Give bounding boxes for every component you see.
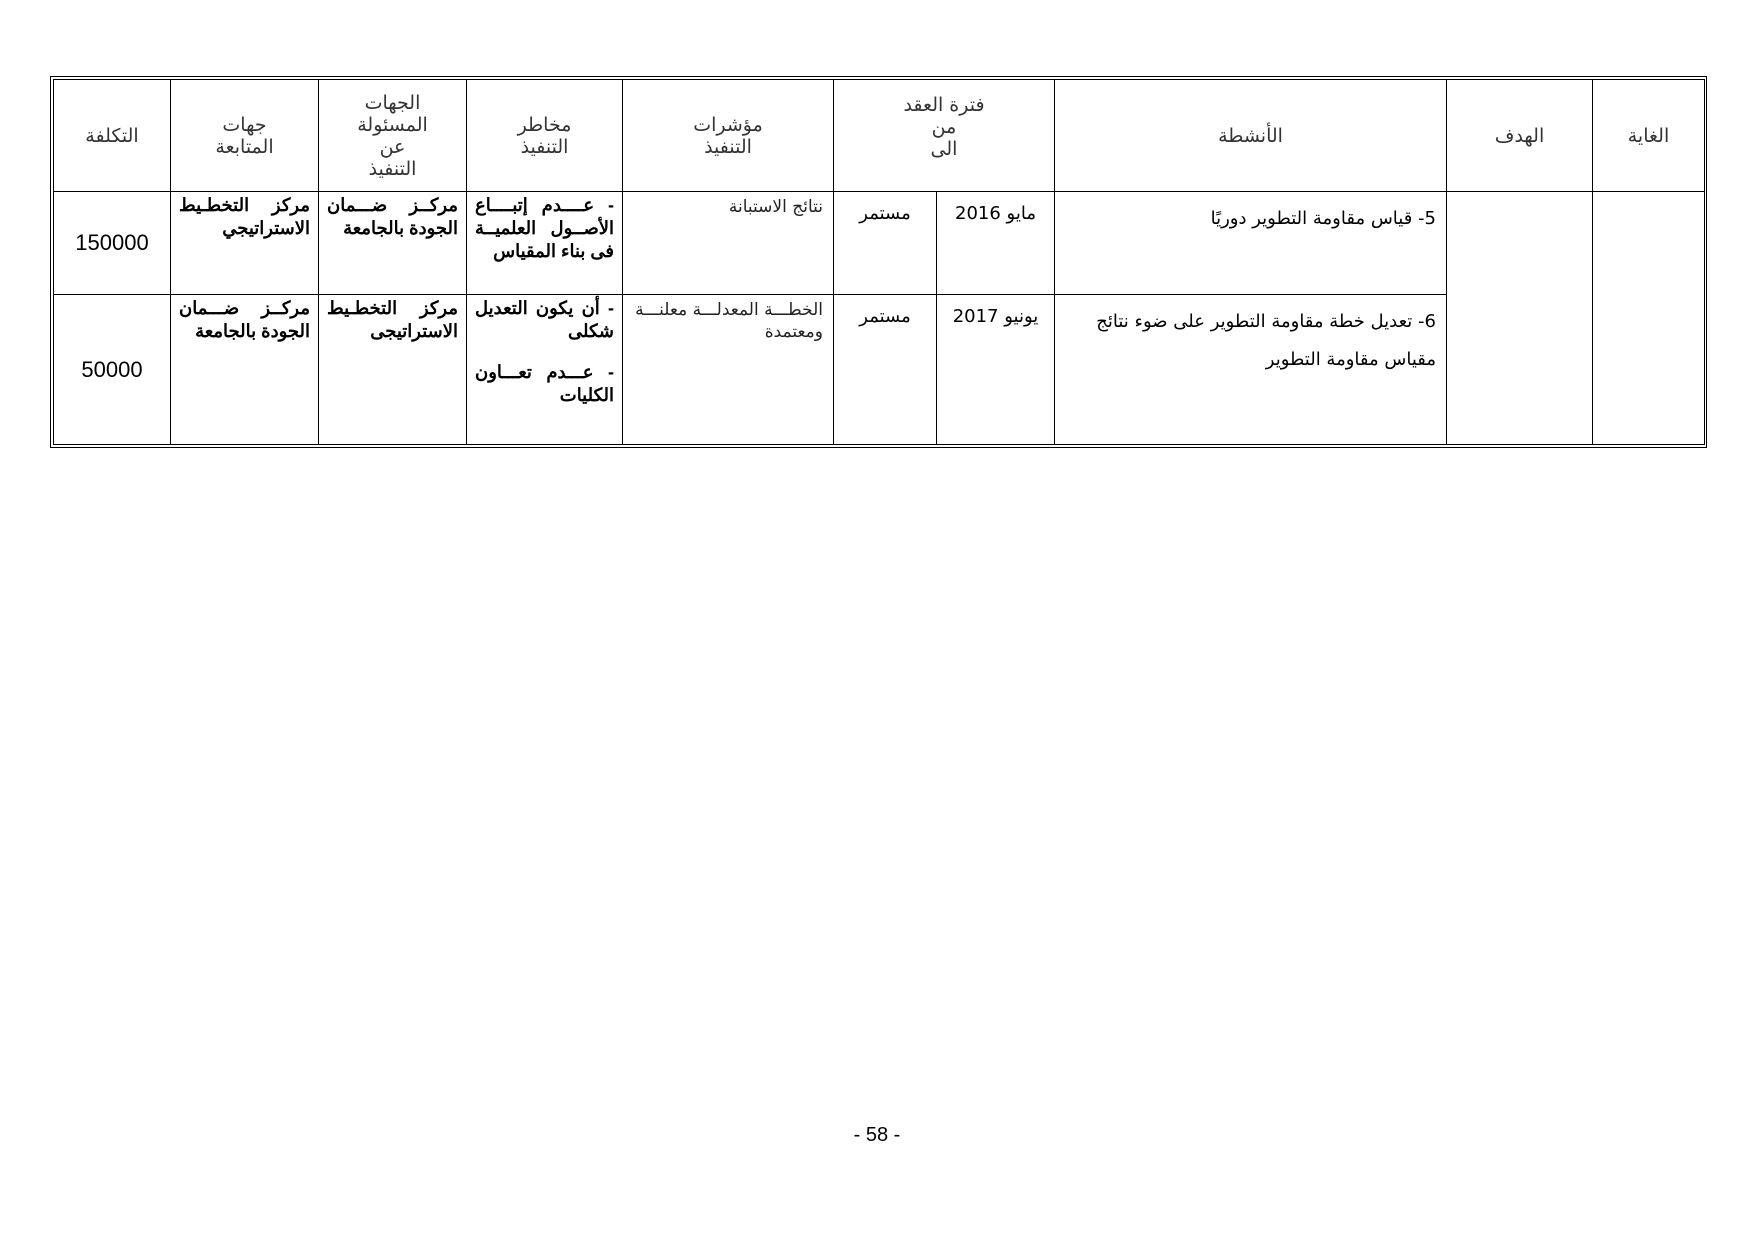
plan-table-wrapper bbox=[50, 76, 1707, 448]
risk-item: - عـــدم تعـــاون الكليات bbox=[475, 362, 614, 405]
header-objective: الهدف bbox=[1447, 80, 1593, 192]
header-goal: الغاية bbox=[1593, 80, 1705, 192]
header-activities: الأنشطة bbox=[1055, 80, 1447, 192]
indicator-cell: الخطـــة المعدلـــة معلنـــة ومعتمدة bbox=[623, 295, 834, 445]
monitoring-cell: مركز التخطـيط الاستراتيجي bbox=[171, 192, 319, 295]
indicator-cell: نتائج الاستبانة bbox=[623, 192, 834, 295]
header-period bbox=[834, 80, 1055, 192]
header-cost: التكلفة bbox=[54, 80, 171, 192]
activity-cell: 5- قياس مقاومة التطوير دوريًا bbox=[1055, 192, 1447, 295]
header-period-title: فترة العقد bbox=[903, 94, 985, 116]
to-date-cell: مستمر bbox=[834, 295, 937, 445]
objective-cell bbox=[1447, 192, 1593, 445]
from-date-cell: مايو 2016 bbox=[937, 192, 1055, 295]
header-period-to: الى bbox=[930, 138, 958, 160]
cost-cell: 150000 bbox=[54, 192, 171, 295]
header-period-from: من bbox=[931, 116, 957, 138]
cost-cell: 50000 bbox=[54, 295, 171, 445]
risk-cell bbox=[467, 295, 623, 445]
responsible-cell: مركز التخطـيط الاستراتيجى bbox=[319, 295, 467, 445]
responsible-cell: مركــز ضـــمان الجودة بالجامعة bbox=[319, 192, 467, 295]
table-row bbox=[54, 192, 1705, 295]
goal-cell bbox=[1593, 192, 1705, 445]
risk-item: - أن يكون التعديل شكلى bbox=[475, 298, 614, 341]
header-indicators: مؤشرات التنفيذ bbox=[623, 80, 834, 192]
to-date-cell: مستمر bbox=[834, 192, 937, 295]
header-monitoring: جهات المتابعة bbox=[171, 80, 319, 192]
page-number: - 58 - bbox=[853, 1124, 901, 1146]
activity-cell: 6- تعديل خطة مقاومة التطوير على ضوء نتائج مقياس مقاومة التطوير bbox=[1055, 295, 1447, 445]
header-responsible: الجهات المسئولة عن التنفيذ bbox=[319, 80, 467, 192]
monitoring-cell: مركــز ضـــمان الجودة بالجامعة bbox=[171, 295, 319, 445]
strategic-plan-table bbox=[53, 79, 1705, 445]
risk-cell: - عــــدم إتبــــاع الأصــول العلميــة فى بناء المقياس bbox=[467, 192, 623, 295]
header-risks: مخاطر التنفيذ bbox=[467, 80, 623, 192]
from-date-cell: يونيو 2017 bbox=[937, 295, 1055, 445]
header-row bbox=[54, 80, 1705, 192]
